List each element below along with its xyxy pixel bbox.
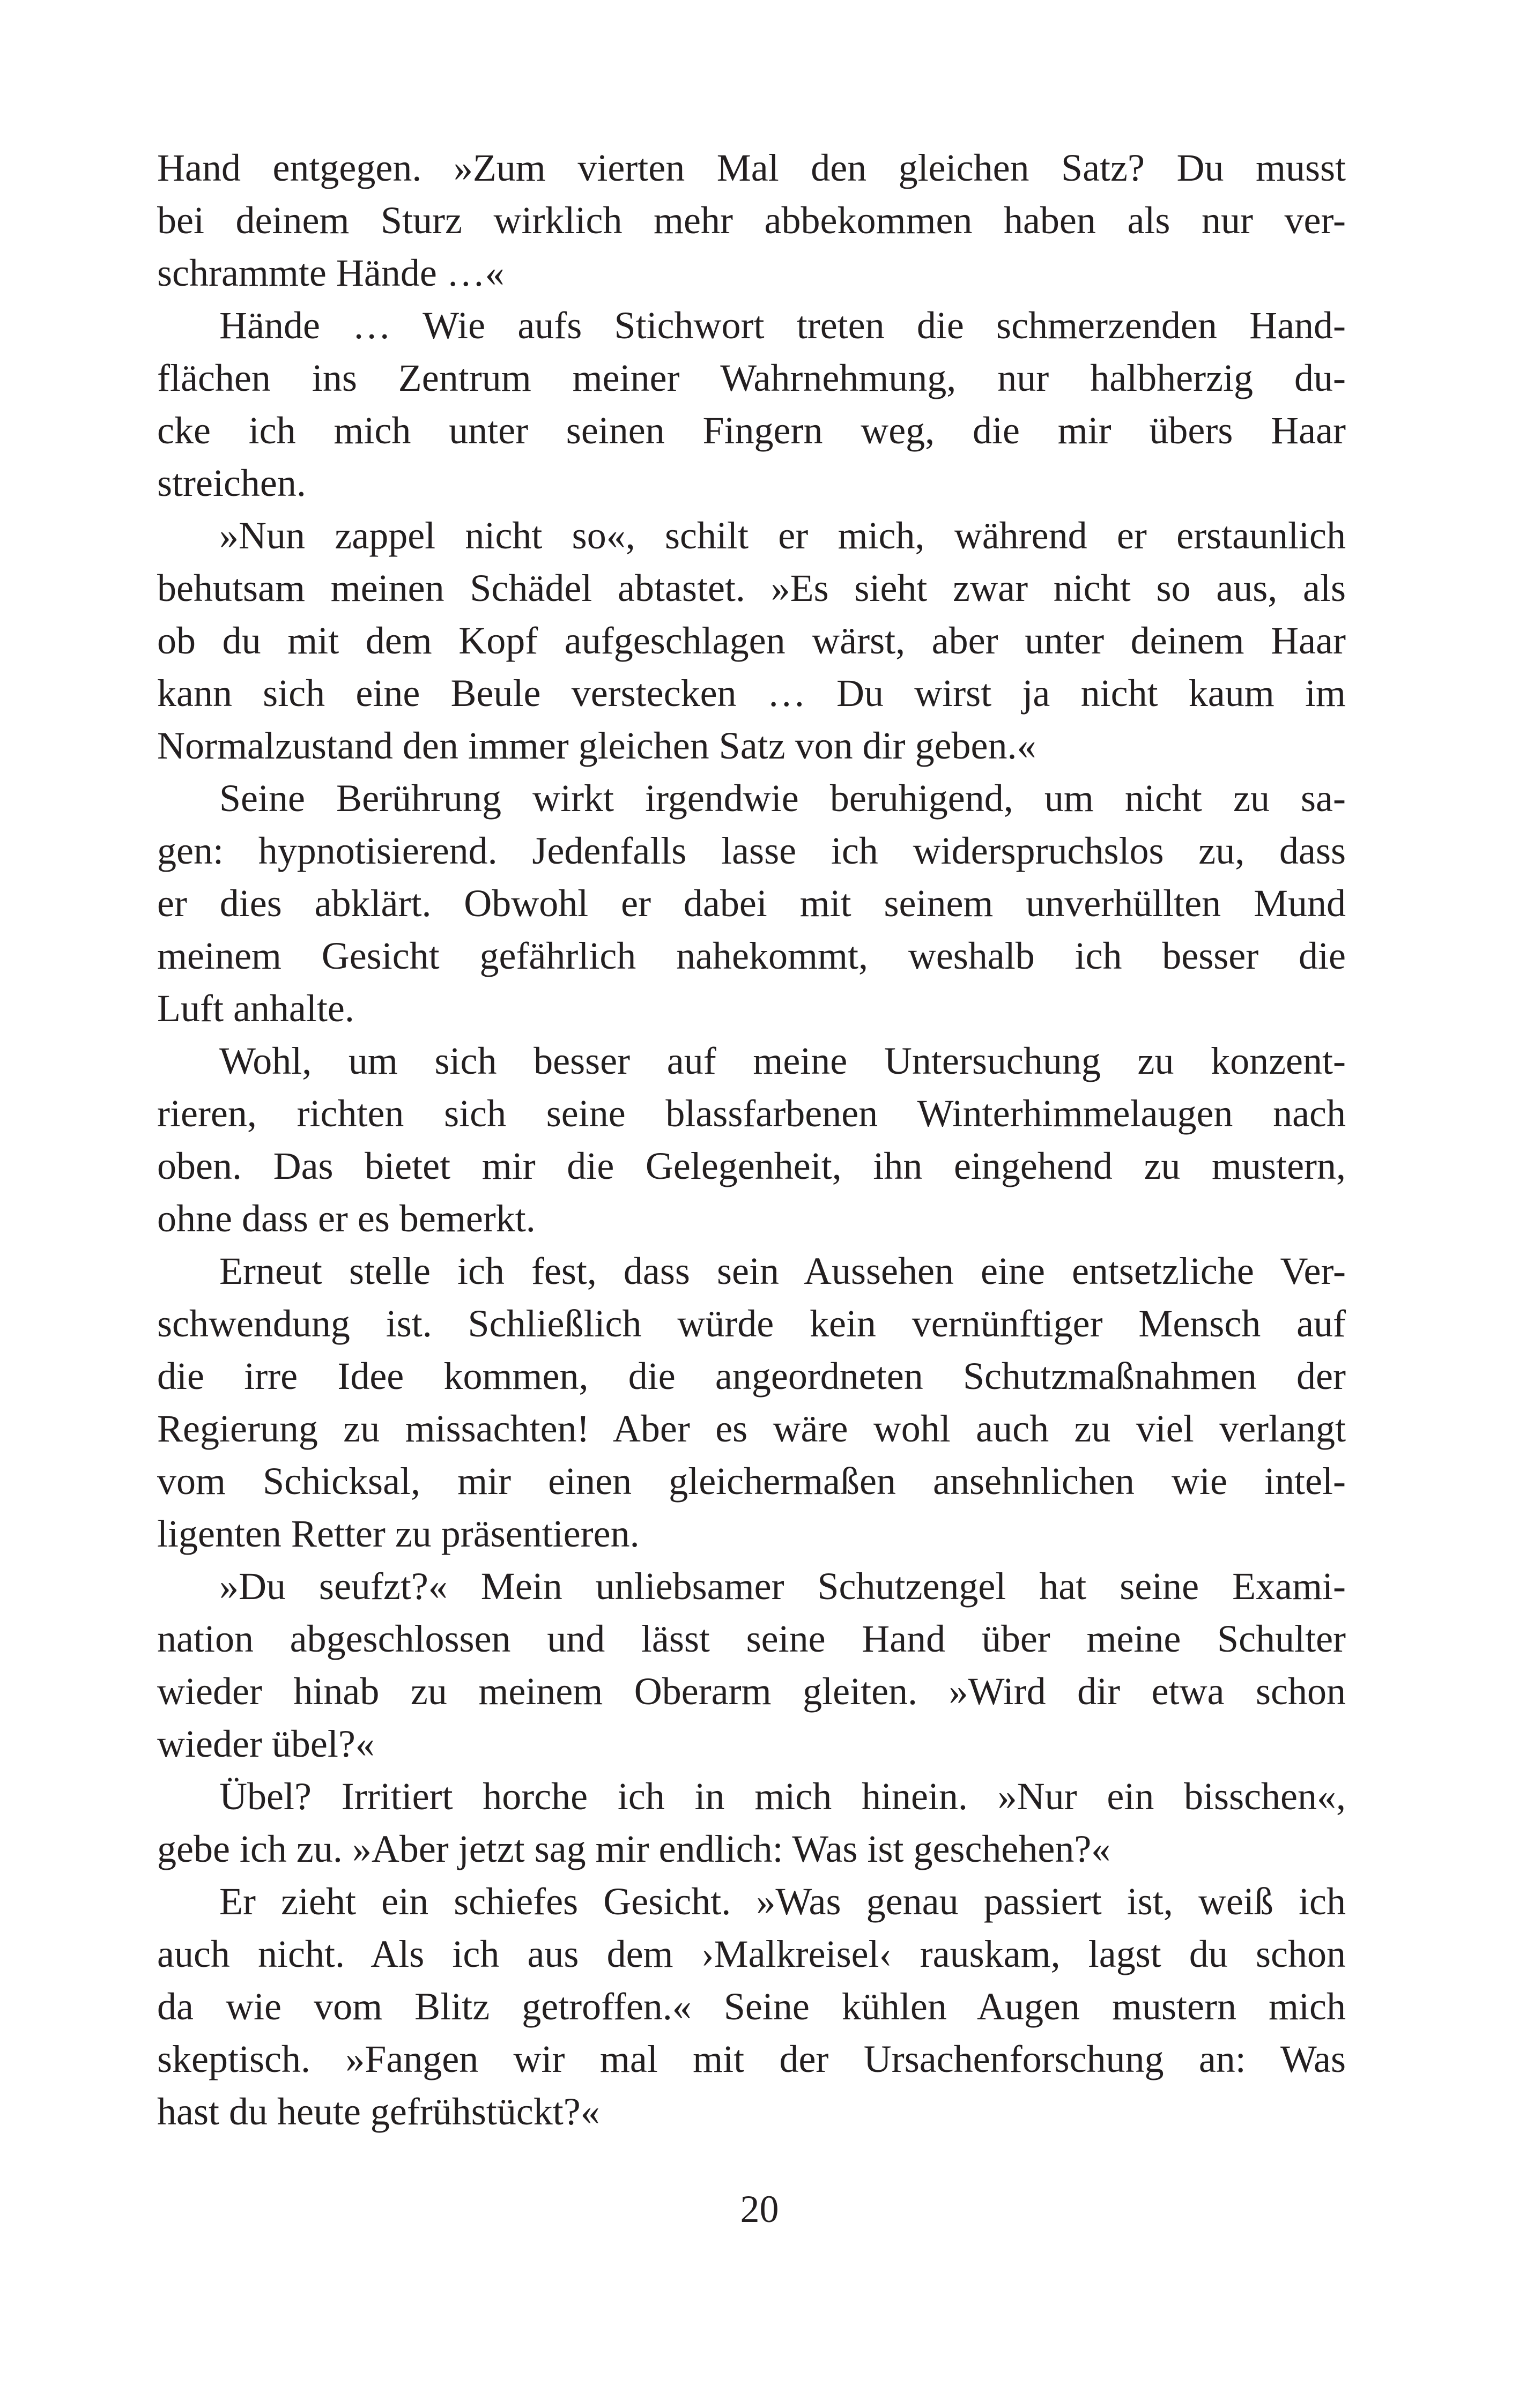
text-line: nation abgeschlossen und lässt seine Hand über meine Schulter [157,1617,1346,1660]
text-line: Er zieht ein schiefes Gesicht. »Was genau passiert ist, weiß ich [219,1880,1346,1923]
text-line: kann sich eine Beule verstecken … Du wirst ja nicht kaum im [157,672,1346,715]
text-line: schrammte Hände …« [157,251,505,294]
paragraph [157,1245,1346,1560]
text-line: oben. Das bietet mir die Gelegenheit, ihn eingehend zu mustern, [157,1144,1346,1187]
paragraph [157,1770,1346,1875]
text-line: rieren, richten sich seine blassfarbenen Winterhimmelaugen nach [157,1092,1346,1135]
text-line: Hand entgegen. »Zum vierten Mal den gleichen Satz? Du musst [157,146,1346,189]
text-line: hast du heute gefrühstückt?« [157,2090,600,2133]
text-line: ob du mit dem Kopf aufgeschlagen wärst, aber unter deinem Haar [157,619,1346,662]
text-line: cke ich mich unter seinen Fingern weg, die mir übers Haar [157,409,1346,452]
body-text [157,142,1346,2138]
text-line: Hände … Wie aufs Stichwort treten die schmerzenden Hand- [219,304,1346,347]
text-line: er dies abklärt. Obwohl er dabei mit seinem unverhüllten Mund [157,882,1346,925]
text-line: vom Schicksal, mir einen gleichermaßen ansehnlichen wie intel- [157,1460,1346,1503]
paragraph [157,1035,1346,1245]
paragraph [157,142,1346,299]
text-line: ohne dass er es bemerkt. [157,1197,536,1240]
page-number: 20 [740,2188,779,2231]
text-line: Erneut stelle ich fest, dass sein Aussehen eine entsetzliche Ver- [219,1250,1346,1292]
text-line: Seine Berührung wirkt irgendwie beruhigend, um nicht zu sa- [219,777,1346,820]
text-line: skeptisch. »Fangen wir mal mit der Ursachenforschung an: Was [157,2038,1346,2080]
paragraph [157,1875,1346,2138]
text-line: streichen. [157,462,306,504]
text-line: »Du seufzt?« Mein unliebsamer Schutzengel hat seine Exami- [219,1565,1346,1608]
text-line: Normalzustand den immer gleichen Satz von dir geben.« [157,724,1036,767]
text-line: gebe ich zu. »Aber jetzt sag mir endlich: Was ist geschehen?« [157,1827,1111,1870]
text-line: ligenten Retter zu präsentieren. [157,1512,640,1555]
text-line: Übel? Irritiert horche ich in mich hinein. »Nur ein bisschen«, [219,1775,1346,1818]
paragraph [157,1560,1346,1770]
paragraph [157,509,1346,772]
text-line: »Nun zappel nicht so«, schilt er mich, während er erstaunlich [219,514,1346,557]
text-line: auch nicht. Als ich aus dem ›Malkreisel‹ rauskam, lagst du schon [157,1933,1346,1975]
text-line: Regierung zu missachten! Aber es wäre wohl auch zu viel verlangt [157,1407,1346,1450]
text-line: Wohl, um sich besser auf meine Untersuchung zu konzent- [219,1039,1346,1082]
text-line: Luft anhalte. [157,987,354,1030]
text-line: meinem Gesicht gefährlich nahekommt, weshalb ich besser die [157,934,1346,977]
text-line: behutsam meinen Schädel abtastet. »Es sieht zwar nicht so aus, als [157,567,1346,610]
text-line: wieder übel?« [157,1722,375,1765]
text-line: flächen ins Zentrum meiner Wahrnehmung, nur halbherzig du- [157,356,1346,399]
text-line: bei deinem Sturz wirklich mehr abbekommen haben als nur ver- [157,199,1346,242]
text-line: da wie vom Blitz getroffen.« Seine kühlen Augen mustern mich [157,1985,1346,2028]
paragraph [157,772,1346,1035]
text-line: schwendung ist. Schließlich würde kein vernünftiger Mensch auf [157,1302,1346,1345]
text-line: gen: hypnotisierend. Jedenfalls lasse ich widerspruchslos zu, dass [157,829,1346,872]
text-line: die irre Idee kommen, die angeordneten Schutzmaßnahmen der [157,1355,1346,1398]
paragraph [157,299,1346,509]
text-line: wieder hinab zu meinem Oberarm gleiten. »Wird dir etwa schon [157,1670,1346,1713]
